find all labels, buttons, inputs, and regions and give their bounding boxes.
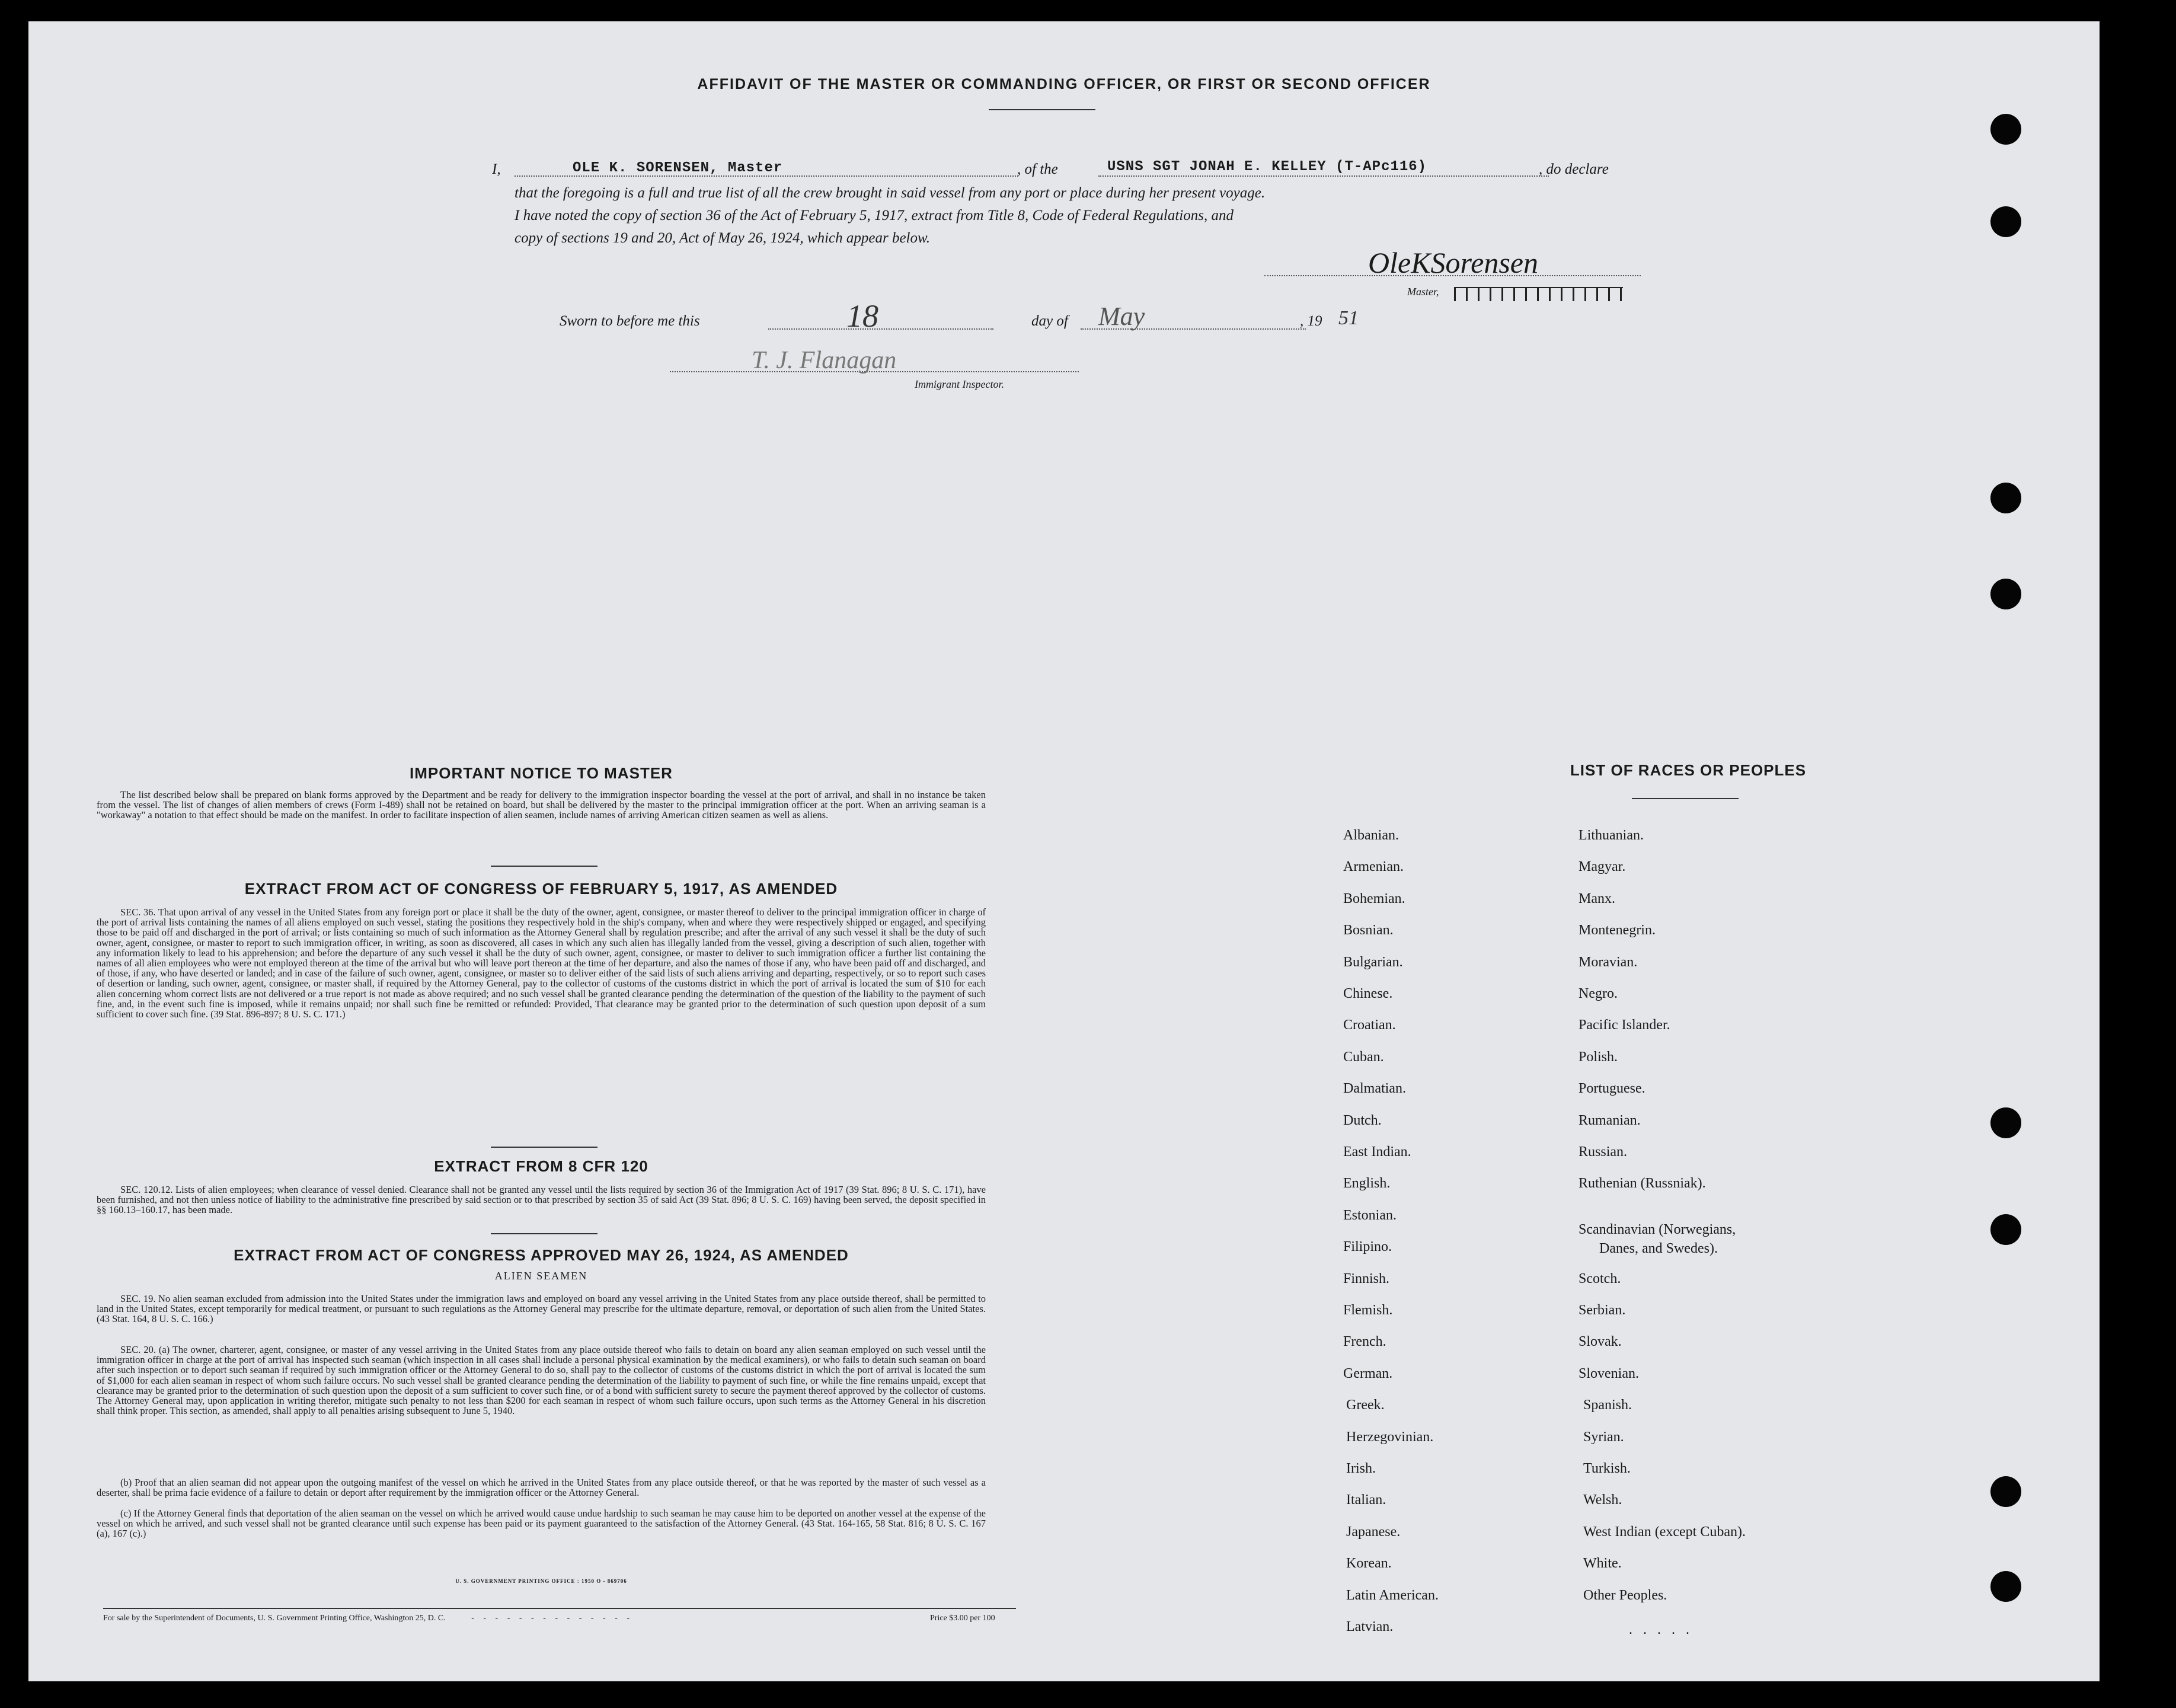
punch-hole [1990,114,2021,145]
for-sale-line [103,1614,995,1623]
sec20b-body: (b) Proof that an alien seaman did not appear upon the outgoing manifest of the vessel on which he arrived in the United States from any place outside thereof, or that he was reported by the master of such vessel as a deserter, shall be prima facie evidence of a failure to detain or deport after requirement by the immigration officer or the Attorney General. [97,1477,986,1499]
gpo-imprint: U. S. GOVERNMENT PRINTING OFFICE : 1950 O - 869706 [455,1578,627,1584]
race-item: Pacific Islander. [1579,1017,1670,1033]
race-item: Polish. [1579,1049,1618,1065]
race-item: Irish. [1346,1461,1376,1476]
race-item: Turkish. [1583,1461,1631,1476]
race-item: German. [1343,1365,1393,1381]
race-item: Slovak. [1579,1334,1622,1350]
affidavit-of-the: , of the [1017,161,1058,177]
race-item: White. [1583,1556,1622,1572]
race-item: Spanish. [1583,1397,1632,1413]
race-item: East Indian. [1343,1144,1411,1160]
race-item: Armenian. [1343,859,1404,875]
notice-title: IMPORTANT NOTICE TO MASTER [410,764,673,782]
race-item: Syrian. [1583,1429,1624,1445]
punch-hole [1990,1571,2021,1602]
divider [491,1233,597,1234]
race-item: Montenegrin. [1579,922,1656,938]
punch-hole [1990,1214,2021,1245]
race-item: Bulgarian. [1343,954,1403,970]
affidavit-line-2: that the foregoing is a full and true list of all the crew brought in said vessel from any port or place during her present voyage. [515,185,1266,201]
sec20c-body: (c) If the Attorney General finds that deportation of the alien seaman on the vessel on which he arrived would cause undue hardship to such seaman he may cause him to be deported on another vessel at the expense of the vessel on which he arrived, and such vessel shall not be granted clearance until such expense has been paid or its payment guaranteed to the satisfaction of the Attorney General. (43 Stat. 164-165, 58 Stat. 816; 8 U. S. C. 167 (a), 167 (c).) [97,1508,986,1540]
affidavit-do-declare: , do declare [1539,161,1609,177]
trailing-dots: . . . . . [1629,1622,1693,1637]
title-divider [989,109,1095,110]
affidavit-line-3: I have noted the copy of section 36 of the Act of February 5, 1917, extract from Title 8, Code of Federal Regulations, and [515,207,1234,224]
race-item: Latin American. [1346,1587,1439,1603]
year-prefix: , 19 [1300,313,1322,329]
race-item: Dutch. [1343,1112,1382,1128]
punch-hole [1990,1107,2021,1138]
race-item: Moravian. [1579,954,1638,970]
sworn-month: May [1098,302,1145,331]
footer-rule [103,1608,1016,1609]
alien-seamen-subtitle: ALIEN SEAMEN [494,1270,588,1282]
extract-1917-title: EXTRACT FROM ACT OF CONGRESS OF FEBRUARY 5, 1917, AS AMENDED [244,880,838,898]
affidavit-title: AFFIDAVIT OF THE MASTER OR COMMANDING OFFICER, OR FIRST OR SECOND OFFICER [697,76,1431,92]
race-item: Russian. [1579,1144,1628,1160]
punch-hole [1990,579,2021,609]
sworn-day: 18 [846,298,878,334]
sworn-year: 51 [1338,307,1359,329]
race-item: Ruthenian (Russniak). [1579,1176,1706,1192]
divider [491,866,597,867]
affidavit-i: I, [492,161,501,177]
race-item: Flemish. [1343,1302,1393,1318]
race-item: Bosnian. [1343,922,1394,938]
race-item: Albanian. [1343,828,1399,843]
race-item: Magyar. [1579,859,1626,875]
race-item: Welsh. [1583,1492,1622,1508]
vessel-name-line [1098,175,1549,177]
race-item: Serbian. [1579,1302,1626,1318]
inspector-signature: T. J. Flanagan [752,347,897,374]
race-item: Estonian. [1343,1207,1397,1223]
struck-out-caption [1454,287,1623,301]
race-item: Other Peoples. [1583,1587,1667,1603]
punch-hole [1990,1476,2021,1507]
master-name-typed: OLE K. SORENSEN, Master [573,160,783,176]
punch-hole [1990,483,2021,513]
sec20a-body: SEC. 20. (a) The owner, charterer, agent, consignee, or master of any vessel arriving in the United States from any place outside thereof who fails to detain on board any alien seaman employed on such vessel until the immigration officer in charge at the port of arrival has inspected such seaman (which inspection in all cases shall include a personal physical examination by the medical examiners), or who fails to detain such seaman on board after such inspection or to deport such seaman if required by such immigration officer or the Attorney General to do so, shall pay to the collector of customs of the customs district in which the port of arrival is located the sum of $1,000 for each alien seaman in respect of whom such failure occurs. No such vessel shall be granted clearance pending the determination of the liability to payment of such fine, or while the fine remains unpaid, except that clearance may be granted prior to the determination of such question upon the deposit of a sum sufficient to cover such fine, or of a bond with sufficient surety to secure the payment thereof approved by the collector of customs. The Attorney General may, upon application in writing therefor, mitigate such penalty to not less than $200 for each seaman in respect of whom such failure occurs, upon such terms as the Attorney General in his discretion shall think proper. This section, as amended, shall apply to all penalties arising subsequent to June 5, 1940. [97,1344,986,1417]
extract-cfr-body: SEC. 120.12. Lists of alien employees; when clearance of vessel denied. Clearance shall not be granted any vessel until the lists required by section 36 of the Immigration Act of 1917 (39 Stat. 896; 8 U. S. C. 171), have been furnished, and not then unless notice of liability to the administrative fine prescribed by said section or to that prescribed by section 35 of said Act (39 Stat. 896; 8 U. S. C. 169) having been served, the deposit specified in §§ 160.13–160.17, has been made. [97,1184,986,1216]
race-item: Portuguese. [1579,1081,1645,1097]
race-item: Korean. [1346,1556,1392,1572]
race-item: Dalmatian. [1343,1081,1406,1097]
race-item: Chinese. [1343,986,1393,1001]
race-item: French. [1343,1334,1386,1350]
vessel-name-typed: USNS SGT JONAH E. KELLEY (T-APc116) [1107,159,1427,175]
race-item: Danes, and Swedes). [1599,1240,1718,1256]
race-item: Italian. [1346,1492,1386,1508]
inspector-caption: Immigrant Inspector. [915,378,1004,390]
day-of-label: day of [1031,313,1068,329]
for-sale-dashes: - - - - - - - - - - - - - - [471,1614,634,1623]
race-item: Filipino. [1343,1239,1392,1255]
race-item: Lithuanian. [1579,828,1644,843]
race-item: Scandinavian (Norwegians, [1579,1221,1736,1237]
race-item: Finnish. [1343,1270,1390,1286]
extract-cfr-title: EXTRACT FROM 8 CFR 120 [434,1157,648,1175]
race-item: Bohemian. [1343,890,1405,906]
divider [491,1147,597,1148]
race-item: Cuban. [1343,1049,1384,1065]
race-item: Latvian. [1346,1619,1394,1634]
price-text: Price $3.00 per 100 [930,1614,995,1623]
race-item: Rumanian. [1579,1112,1641,1128]
race-item: Japanese. [1346,1524,1401,1540]
sworn-day-line [768,328,993,330]
affidavit-line-4: copy of sections 19 and 20, Act of May 26, 1924, which appear below. [515,230,931,246]
extract-1924-title: EXTRACT FROM ACT OF CONGRESS APPROVED MAY 26, 1924, AS AMENDED [234,1246,849,1264]
race-item: West Indian (except Cuban). [1583,1524,1746,1540]
punch-hole [1990,206,2021,237]
races-divider [1632,798,1739,799]
race-item: English. [1343,1176,1391,1192]
master-caption: Master, [1407,286,1439,298]
race-item: Slovenian. [1579,1365,1639,1381]
races-title: LIST OF RACES OR PEOPLES [1570,761,1807,779]
document-page [28,21,2100,1681]
race-item: Greek. [1346,1397,1385,1413]
race-item: Herzegovinian. [1346,1429,1434,1445]
master-name-line [515,175,1018,177]
race-item: Croatian. [1343,1017,1396,1033]
race-item: Manx. [1579,890,1615,906]
sworn-label: Sworn to before me this [560,313,700,329]
race-item: Scotch. [1579,1270,1621,1286]
race-item: Negro. [1579,986,1618,1001]
for-sale-text: For sale by the Superintendent of Documents, U. S. Government Printing Office, Washington 25, D. C. [103,1614,446,1623]
master-signature: OleKSorensen [1368,246,1538,279]
notice-body: The list described below shall be prepared on blank forms approved by the Department and be ready for delivery to the immigration inspector boarding the vessel at the port of arrival, and shall in no instance be taken from the vessel. The list of changes of alien members of crews (Form I-489) shall not be retained on board, but shall be delivered by the master to the principal immigration officer at the port. When an arriving seaman is a "workaway" a notation to that effect should be made on the manifest. In order to facilitate inspection of alien seamen, include names of arriving American citizen seamen as well as aliens. [97,789,986,821]
sec19-body: SEC. 19. No alien seaman excluded from admission into the United States under the immigration laws and employed on board any vessel arriving in the United States from any place outside thereof, shall be permitted to land in the United States, except temporarily for medical treatment, or pursuant to such regulations as the Attorney General may prescribe for the ultimate departure, removal, or deportation of such alien from the United States. (43 Stat. 164, 8 U. S. C. 166.) [97,1293,986,1325]
extract-1917-body: SEC. 36. That upon arrival of any vessel in the United States from any foreign port or place it shall be the duty of the owner, agent, consignee, or master thereof to deliver to the principal immigration officer in charge of the port of arrival lists containing the names of all aliens employed on such vessel, stating the positions they respectively hold in the ship's company, when and where they were respectively shipped or engaged, and specifying those to be paid off and discharged in the port of arrival; or lists containing so much of such information as the Attorney General shall by regulation prescribe; and after the arrival of any such vessel it shall be the duty of such owner, agent, consignee, or master to report to such immigration officer, in writing, as soon as discovered, all cases in which any such alien has illegally landed from the vessel, giving a description of such alien, together with any information likely to lead to his apprehension; and before the departure of any such vessel it shall be the duty of such owner, agent, consignee, or master to deliver to such immigration officer a further list containing the names of all alien employees who were not employed thereon at the time of the arrival but who will leave port thereon at the time of her departure, and also the names of those if any, who have been paid off and discharged, and of those, if any, who have deserted or landed; and in case of the failure of such owner, agent, consignee, or master so to deliver either of the said lists of such aliens arriving and departing, respectively, or so to report such cases of desertion or landing, such owner, agent, consignee, or master shall, if required by the Attorney General, pay to the collector of customs of the customs district in which the port of arrival is located the sum of $10 for each alien concerning whom correct lists are not delivered or a true report is not made as above required; and no such vessel shall be granted clearance pending the determination of the question of the liability to the payment of such fine, and, in the event such fine is imposed, while it remains unpaid; nor shall such fine be remitted or refunded: Provided, That clearance may be granted prior to the determination of such question upon deposit of a sum sufficient to cover such fine. (39 Stat. 896-897; 8 U. S. C. 171.) [97,906,986,1020]
